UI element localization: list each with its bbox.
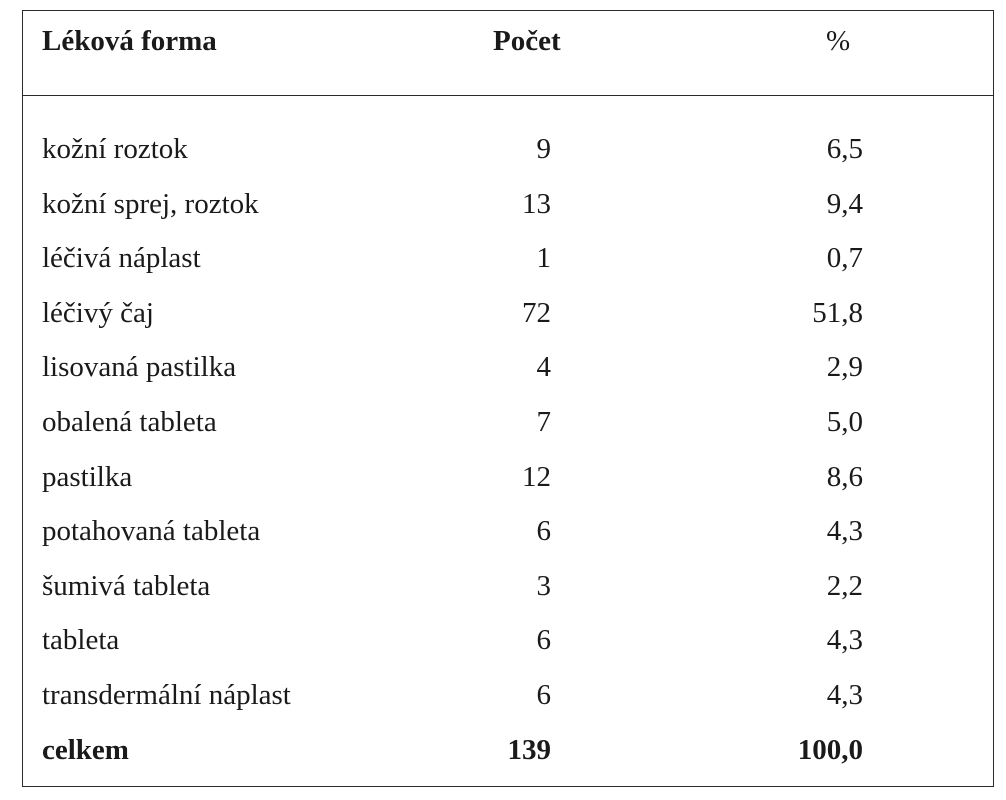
total-label: celkem <box>42 733 129 766</box>
cell-count: 12 <box>522 460 551 493</box>
cell-percent: 5,0 <box>826 405 863 438</box>
cell-percent: 8,6 <box>826 460 863 493</box>
cell-count: 6 <box>536 624 551 657</box>
cell-form: léčivá náplast <box>42 242 201 275</box>
cell-count: 9 <box>536 133 551 165</box>
cell-percent: 4,3 <box>826 515 863 548</box>
cell-percent: 2,9 <box>826 351 863 384</box>
header-percent: % <box>826 25 851 57</box>
header-count: Počet <box>493 25 561 57</box>
header-dosage-form: Léková forma <box>42 25 217 57</box>
table-row <box>23 569 993 627</box>
cell-percent: 4,3 <box>826 624 863 657</box>
cell-form: šumivá tableta <box>42 569 211 602</box>
cell-form: obalená tableta <box>42 405 217 438</box>
table-row <box>23 405 993 463</box>
table-body <box>23 135 993 790</box>
cell-count: 1 <box>536 242 551 275</box>
cell-count: 7 <box>536 405 551 438</box>
table-row <box>23 626 993 681</box>
total-percent: 100,0 <box>797 733 863 766</box>
table-row <box>23 678 993 736</box>
cell-count: 72 <box>522 296 551 329</box>
cell-percent: 0,7 <box>826 242 863 275</box>
table-row <box>23 296 993 354</box>
cell-count: 4 <box>536 351 551 384</box>
cell-form: lisovaná pastilka <box>42 351 237 384</box>
table-row <box>23 353 993 408</box>
dosage-form-table <box>22 10 994 787</box>
cell-count: 6 <box>536 515 551 548</box>
table-row <box>23 135 993 190</box>
cell-form: kožní roztok <box>42 133 188 165</box>
cell-count: 3 <box>536 569 551 602</box>
cell-form: potahovaná tableta <box>42 515 261 548</box>
table-row <box>23 187 993 245</box>
table-row <box>23 517 993 572</box>
cell-count: 13 <box>522 187 551 220</box>
cell-percent: 9,4 <box>826 187 863 220</box>
cell-percent: 2,2 <box>826 569 863 602</box>
cell-form: léčivý čaj <box>42 296 154 329</box>
table-row <box>23 460 993 518</box>
cell-form: transdermální náplast <box>42 678 291 711</box>
cell-form: pastilka <box>42 460 133 493</box>
table-total-row <box>23 733 993 791</box>
cell-form: kožní sprej, roztok <box>42 187 259 220</box>
cell-count: 6 <box>536 678 551 711</box>
cell-form: tableta <box>42 624 120 657</box>
cell-percent: 51,8 <box>812 296 863 329</box>
table-header <box>23 11 993 96</box>
table-row <box>23 244 993 299</box>
cell-percent: 6,5 <box>826 133 863 165</box>
cell-percent: 4,3 <box>826 678 863 711</box>
total-count: 139 <box>507 733 551 766</box>
